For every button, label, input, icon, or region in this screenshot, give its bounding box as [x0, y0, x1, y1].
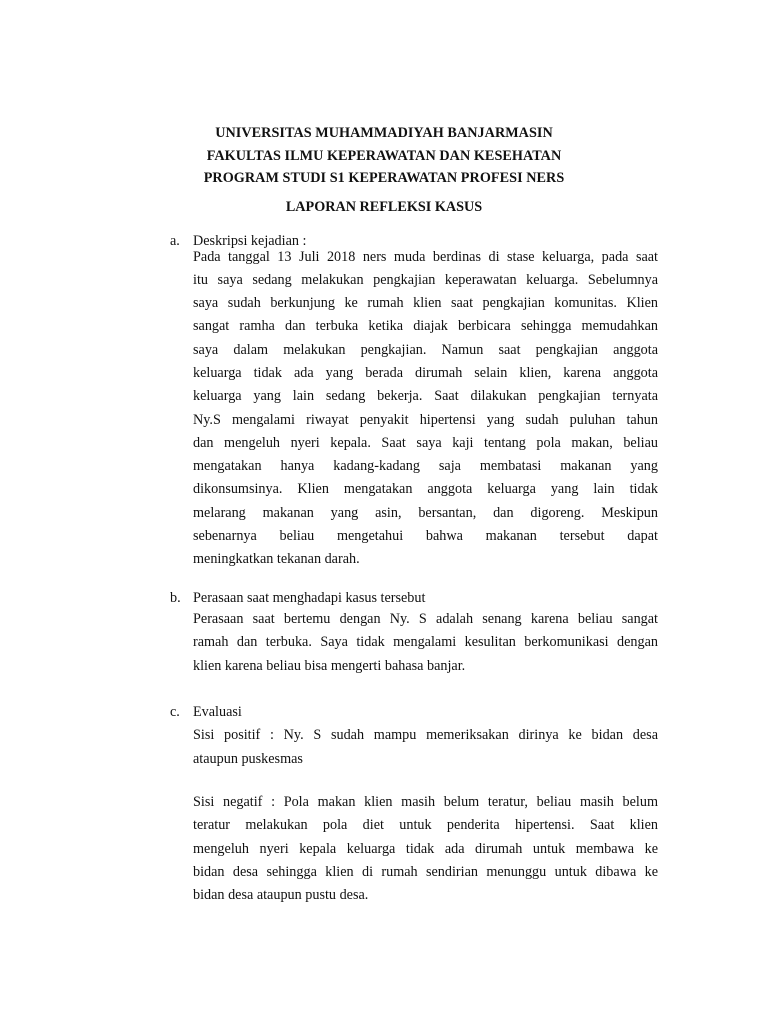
paragraph-line: sebenarnya beliau mengetahui bahwa makanan tersebut dapat	[193, 528, 658, 545]
paragraph-line: itu saya sedang melakukan pengkajian keperawatan keluarga. Sebelumnya	[193, 271, 658, 288]
document-header	[0, 122, 768, 190]
paragraph-line: ataupun puskesmas	[193, 750, 303, 767]
paragraph-line: saya sudah berkunjung ke rumah klien saat pengkajian komunitas. Klien	[193, 295, 658, 312]
paragraph-line: dikonsumsinya. Klien mengatakan anggota keluarga yang lain tidak	[193, 481, 658, 498]
header-program: PROGRAM STUDI S1 KEPERAWATAN PROFESI NERS	[203, 170, 565, 186]
section-a-marker: a.	[170, 233, 180, 249]
paragraph-line: bidan desa ataupun pustu desa.	[193, 887, 369, 904]
section-a-body	[193, 246, 658, 572]
paragraph-line: ramah dan terbuka. Saya tidak mengalami kesulitan berkomunikasi dengan	[193, 634, 658, 651]
paragraph-line: dan mengeluh nyeri kepala. Saat saya kaji tentang pola makan, beliau	[193, 434, 658, 451]
header-faculty: FAKULTAS ILMU KEPERAWATAN DAN KESEHATAN	[206, 147, 562, 164]
section-c-heading: Evaluasi	[193, 704, 242, 720]
paragraph-line: Sisi positif : Ny. S sudah mampu memeriksakan dirinya ke bidan desa	[193, 727, 658, 744]
paragraph-line: Pada tanggal 13 Juli 2018 ners muda berdinas di stase keluarga, pada saat	[193, 248, 658, 265]
paragraph-line: keluarga tidak ada yang berada dirumah selain klien, karena anggota	[193, 364, 658, 381]
paragraph-line: Sisi negatif : Pola makan klien masih belum teratur, beliau masih belum	[193, 794, 658, 810]
paragraph-line: mengatakan hanya kadang-kadang saja membatasi makanan yang	[193, 458, 658, 475]
paragraph-line: bidan desa sehingga klien di rumah sendirian menunggu untuk dibawa ke	[193, 863, 658, 880]
section-c-marker: c.	[170, 704, 180, 720]
header-university: UNIVERSITAS MUHAMMADIYAH BANJARMASIN	[215, 125, 553, 141]
section-c-negative	[193, 791, 658, 907]
paragraph-line: melarang makanan yang asin, bersantan, dan digoreng. Meskipun	[193, 504, 658, 521]
section-b-body	[193, 608, 658, 678]
section-b-marker: b.	[170, 590, 181, 606]
paragraph-line: teratur melakukan pola diet untuk penderita hipertensi. Saat klien	[193, 817, 658, 834]
paragraph-line: saya dalam melakukan pengkajian. Namun saat pengkajian anggota	[193, 341, 658, 358]
paragraph-line: Ny.S mengalami riwayat penyakit hipertensi yang sudah puluhan tahun	[193, 411, 658, 428]
report-title: LAPORAN REFLEKSI KASUS	[285, 199, 483, 215]
section-b-heading: Perasaan saat menghadapi kasus tersebut	[193, 590, 426, 606]
paragraph-line: sangat ramha dan terbuka ketika diajak berbicara sehingga memudahkan	[193, 318, 658, 335]
section-c-positive	[193, 724, 658, 771]
paragraph-line: mengeluh nyeri kepala keluarga tidak ada dirumah untuk membawa ke	[193, 840, 658, 857]
paragraph-line: keluarga yang lain sedang bekerja. Saat dilakukan pengkajian ternyata	[193, 388, 658, 405]
paragraph-line: klien karena beliau bisa mengerti bahasa banjar.	[193, 657, 466, 674]
paragraph-line: Perasaan saat bertemu dengan Ny. S adalah senang karena beliau sangat	[193, 611, 658, 627]
section-a-heading: Deskripsi kejadian :	[193, 233, 307, 249]
paragraph-line: meningkatkan tekanan darah.	[193, 551, 360, 568]
